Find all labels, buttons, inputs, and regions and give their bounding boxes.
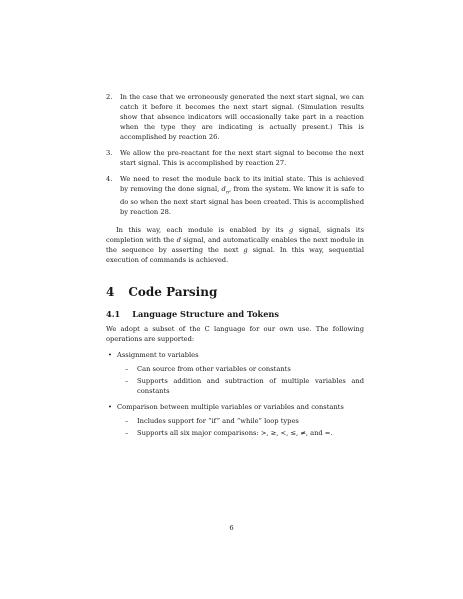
enumerated-list [106, 92, 364, 217]
bullet-icon: • [108, 403, 112, 412]
subsection-title: Language Structure and Tokens [132, 309, 279, 320]
sub-item-text: Can source from other variables or constants [137, 365, 291, 374]
bullet-list [106, 350, 364, 438]
dash-icon: – [125, 417, 129, 426]
math-subscript: n [225, 189, 230, 196]
summary-text: signal, and automatically enables the next module in the sequence by asserting the next [106, 236, 364, 255]
item-text-after: , from the system. We know it is safe to do so when the next start signal has been created. This is accomplished by reaction 28. [120, 185, 364, 217]
math-symbol: d [221, 185, 226, 193]
sub-item-text: Includes support for “if” and “while” loop types [137, 417, 299, 426]
item-number: 2. [106, 93, 113, 101]
math-symbol: d [176, 236, 181, 245]
section-title: Code Parsing [128, 285, 218, 300]
sub-item-text: Supports addition and subtraction of multiple variables and constants [137, 377, 364, 396]
section-number: 4 [106, 285, 115, 300]
list-item [106, 350, 364, 396]
item-number: 4. [106, 175, 113, 183]
page-number: 6 [229, 524, 234, 532]
summary-paragraph [106, 225, 364, 265]
list-item [117, 364, 364, 374]
sub-item-text: Supports all six major comparisons: >, ≥, <, ≤, ≠, and =. [137, 429, 333, 438]
list-item [106, 174, 364, 217]
list-item [117, 428, 364, 438]
summary-text: signal. In this way, sequential execution of commands is achieved. [106, 246, 364, 265]
subsection-number: 4.1 [106, 309, 121, 320]
sub-list [117, 364, 364, 396]
page-body [106, 92, 364, 444]
list-item [106, 148, 364, 168]
sub-list [117, 416, 364, 438]
list-item [117, 416, 364, 426]
section-heading [106, 284, 364, 300]
summary-text: In this way, each module is enabled by its [116, 226, 290, 235]
item-text: In the case that we erroneously generated the next start signal, we can catch it before it becomes the next start signal. (Simulation results show that absence indicators will occasionally take part in a reaction when the type they are indicating is actually present.) This is accomplished by reaction 26. [120, 93, 364, 141]
item-text: We allow the pre-reactant for the next start signal to become the next start signal. This is accomplished by reaction 27. [120, 149, 364, 167]
list-item [117, 376, 364, 396]
item-number: 3. [106, 149, 113, 157]
math-symbol: g [243, 246, 248, 255]
item-text-before: We need to reset the module back to its initial state. This is achieved by removing the done signal, [120, 175, 364, 193]
dash-icon: – [125, 429, 129, 438]
list-item [106, 402, 364, 438]
dash-icon: – [125, 377, 129, 386]
intro-paragraph: We adopt a subset of the C language for our own use. The following operations are supported: [106, 325, 364, 344]
summary-text: signal, signals its completion with the [106, 226, 365, 245]
subsection-heading [106, 308, 364, 320]
bullet-label: Comparison between multiple variables or variables and constants [117, 403, 344, 412]
bullet-icon: • [108, 351, 112, 360]
math-symbol: g [289, 226, 294, 235]
list-item [106, 92, 364, 142]
item-text [120, 174, 364, 217]
bullet-label: Assignment to variables [117, 351, 199, 360]
dash-icon: – [125, 365, 129, 374]
